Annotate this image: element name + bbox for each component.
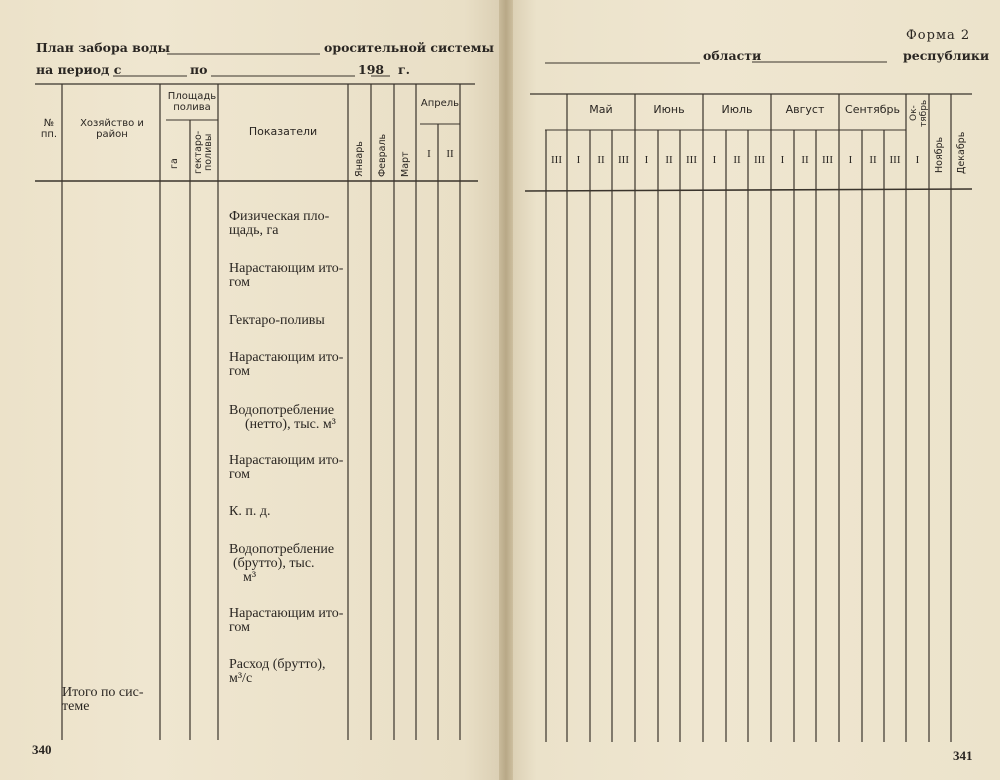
indicator-row-4: Нарастающим ито- гом xyxy=(229,350,344,379)
indicator-row-9: Нарастающим ито- гом xyxy=(229,606,344,635)
month-june: Июнь xyxy=(653,103,685,116)
indicator-row-6: Нарастающим ито- гом xyxy=(229,453,344,482)
decade-cell: I xyxy=(576,154,581,166)
year-suffix: г. xyxy=(398,62,411,77)
indicator-row-2: Нарастающим ито- гом xyxy=(229,261,344,290)
irrigation-system-label: оросительной системы xyxy=(324,40,494,55)
indicator-row-5: Водопотребление (нетто), тыс. м³ xyxy=(229,403,336,432)
period-from-label: на период с xyxy=(36,62,122,77)
month-august: Август xyxy=(785,103,825,116)
month-december: Декабрь xyxy=(956,131,967,175)
col-mar-header: Март xyxy=(400,151,411,177)
month-july: Июль xyxy=(721,103,753,116)
col-jan-header: Январь xyxy=(354,141,365,177)
col-area-header: Площадь полива xyxy=(167,91,217,113)
month-october: Ок-тябрь xyxy=(909,99,929,127)
decade-cell: I xyxy=(644,154,649,166)
decade-cell: III xyxy=(754,154,765,166)
year-prefix: 198 xyxy=(358,62,385,77)
col-farm-header: Хозяйство и район xyxy=(80,118,144,140)
decade-cell: III xyxy=(889,154,901,166)
decade-cell: II xyxy=(801,154,809,166)
col-feb-header: Февраль xyxy=(377,133,388,177)
indicator-row-3: Гектаро-поливы xyxy=(229,313,325,328)
total-by-system: Итого по сис- теме xyxy=(62,685,144,714)
plan-title: План забора воды xyxy=(36,40,171,55)
month-may: Май xyxy=(589,103,613,116)
col-num-header: № пп. xyxy=(40,118,58,140)
page-number-left: 340 xyxy=(32,742,52,757)
decade-cell: I xyxy=(848,154,853,166)
decade-cell: II xyxy=(869,154,877,166)
republic-label: республики xyxy=(903,48,990,63)
col-area-hect-header: гектаро-поливы xyxy=(193,130,214,174)
period-to-label: по xyxy=(190,62,208,77)
decade-cell: II xyxy=(597,154,605,166)
col-apr-header: Апрель xyxy=(420,98,460,109)
indicator-row-1: Физическая пло- щадь, га xyxy=(229,209,330,238)
indicator-row-8: Водопотребление (брутто), тыс. м³ xyxy=(229,542,335,585)
decade-cell: I xyxy=(780,154,785,166)
decade-cell: II xyxy=(665,154,673,166)
page-number-right: 341 xyxy=(953,748,973,763)
decade-cell: I xyxy=(712,154,717,166)
indicator-row-7: К. п. д. xyxy=(229,504,271,519)
month-november: Ноябрь xyxy=(934,136,945,174)
indicator-row-10: Расход (брутто), м³/с xyxy=(229,657,326,686)
form-number: Форма 2 xyxy=(906,28,971,43)
decade-cell: III xyxy=(822,154,833,166)
decade-cell: III xyxy=(686,154,697,166)
col-apr-decade-2: II xyxy=(446,148,454,160)
col-apr-decade-1: I xyxy=(427,148,431,160)
month-september: Сентябрь xyxy=(845,103,900,116)
decade-cell: III xyxy=(618,154,629,166)
decade-cell: II xyxy=(733,154,741,166)
region-label: области xyxy=(703,48,762,63)
col-area-ha-header: га xyxy=(169,158,180,170)
decade-cell: I xyxy=(915,154,920,166)
decade-cell: III xyxy=(551,154,562,166)
col-indicators-header: Показатели xyxy=(248,125,318,138)
